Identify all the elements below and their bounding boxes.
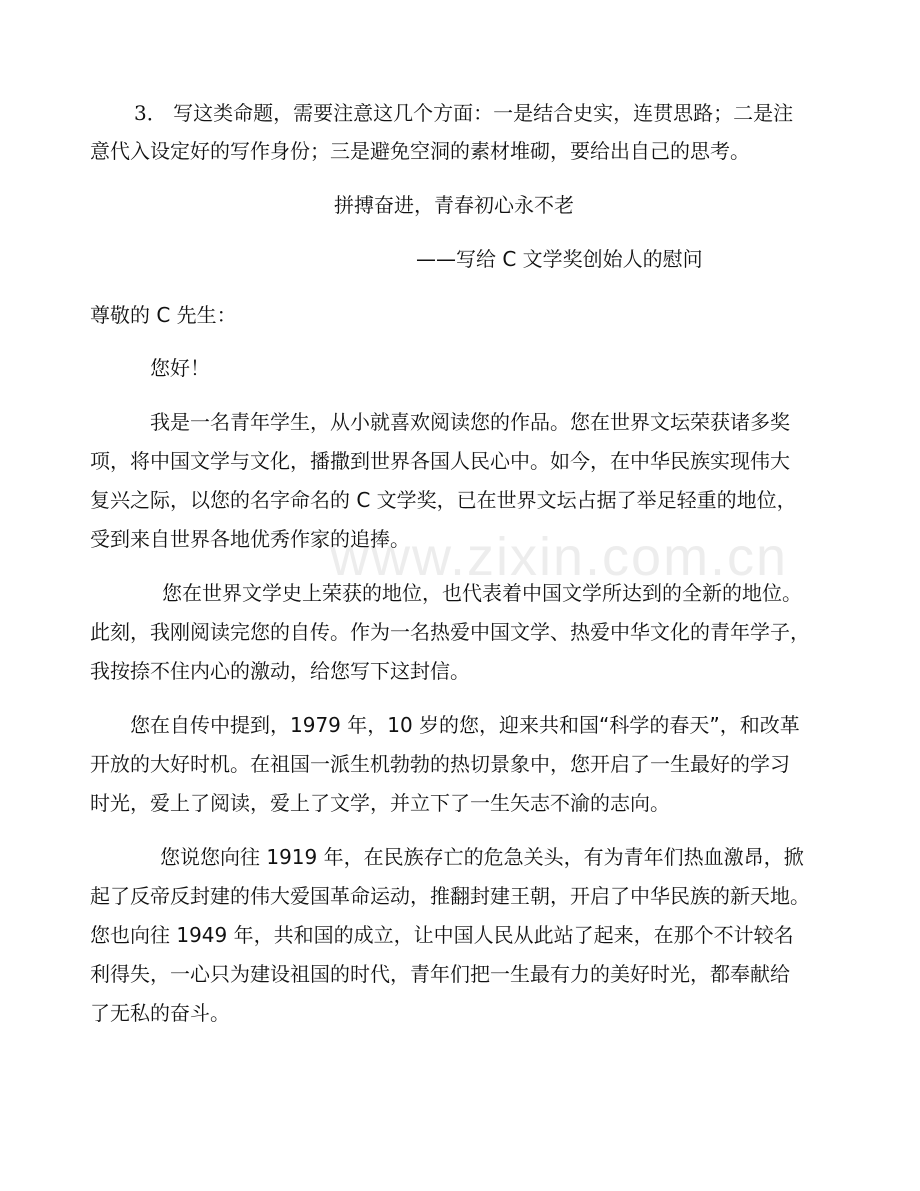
intro-line-2: 意代入设定好的写作身份；三是避免空洞的素材堆砌，要给出自己的思考。 bbox=[90, 139, 750, 163]
watermark: www.zixin.com.cn bbox=[330, 527, 789, 587]
para4-line-2: 起了反帝反封建的伟大爱国革命运动，推翻封建王朝，开启了中华民族的新天地。 bbox=[90, 884, 810, 908]
para3-line-2: 开放的大好时机。在祖国一派生机勃勃的热切景象中，您开启了一生最好的学习 bbox=[90, 752, 790, 776]
para1-line-4: 受到来自世界各地优秀作家的追捧。 bbox=[90, 527, 410, 551]
salutation: 尊敬的 C 先生： bbox=[90, 303, 237, 327]
para1-line-2: 项，将中国文学与文化，播撒到世界各国人民心中。如今，在中华民族实现伟大 bbox=[90, 449, 790, 473]
para4-line-4: 利得失，一心只为建设祖国的时代，青年们把一生最有力的美好时光，都奉献给 bbox=[90, 962, 790, 986]
essay-title: 拼搏奋进，青春初心永不老 bbox=[334, 193, 574, 217]
para4-line-5: 了无私的奋斗。 bbox=[90, 1001, 230, 1025]
para1-line-1: 我是一名青年学生，从小就喜欢阅读您的作品。您在世界文坛荣获诸多奖 bbox=[150, 410, 790, 434]
para2-line-3: 我按捺不住内心的激动，给您写下这封信。 bbox=[90, 659, 470, 683]
para2-line-1: 您在世界文学史上荣获的地位，也代表着中国文学所达到的全新的地位。 bbox=[162, 581, 802, 605]
para4-line-3: 您也向往 1949 年，共和国的成立，让中国人民从此站了起来，在那个不计较名 bbox=[90, 923, 794, 947]
greeting: 您好！ bbox=[150, 356, 210, 380]
para3-line-1: 您在自传中提到，1979 年，10 岁的您，迎来共和国“科学的春天”，和改革 bbox=[130, 713, 800, 737]
para4-line-1: 您说您向往 1919 年，在民族存亡的危急关头，有为青年们热血激昂，掀 bbox=[160, 845, 804, 869]
para2-line-2: 此刻，我刚阅读完您的自传。作为一名热爱中国文学、热爱中华文化的青年学子， bbox=[90, 620, 810, 644]
essay-subtitle: ——写给 C 文学奖创始人的慰问 bbox=[416, 247, 703, 271]
para3-line-3: 时光，爱上了阅读，爱上了文学，并立下了一生矢志不渝的志向。 bbox=[90, 791, 670, 815]
intro-line-1: 3． 写这类命题，需要注意这几个方面：一是结合史实，连贯思路；二是注 bbox=[134, 101, 794, 125]
para1-line-3: 复兴之际，以您的名字命名的 C 文学奖，已在世界文坛占据了举足轻重的地位， bbox=[90, 488, 797, 512]
